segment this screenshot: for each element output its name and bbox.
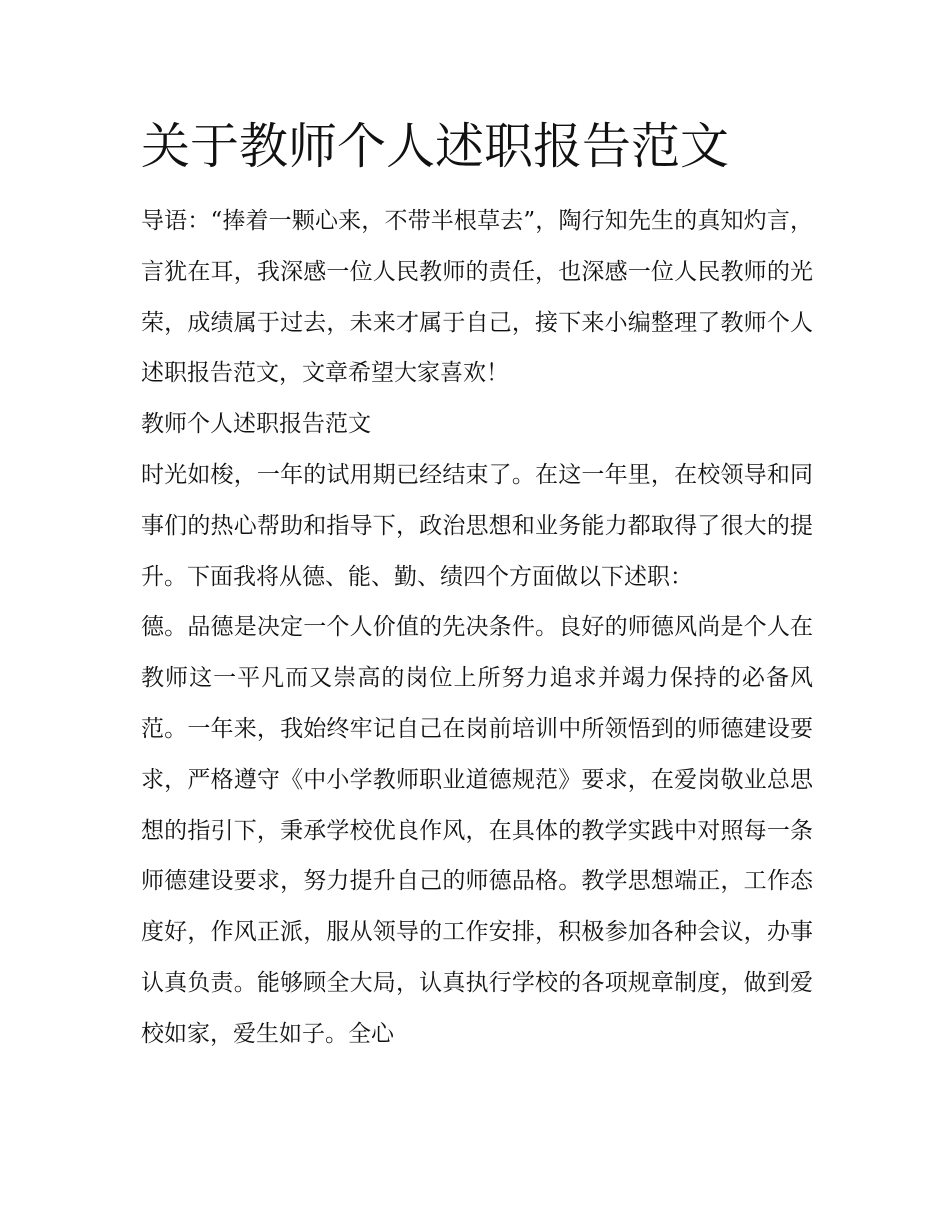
document-page [141, 112, 813, 1060]
paragraph-opening: 时光如梭，一年的试用期已经结束了。在这一年里，在校领导和同事们的热心帮助和指导下，政治思想和业务能力都取得了很大的提升。下面我将从德、能、勤、绩四个方面做以下述职： [141, 461, 813, 590]
paragraph-subtitle: 教师个人述职报告范文 [141, 411, 371, 438]
paragraph-intro: 导语：“捧着一颗心来，不带半根草去”，陶行知先生的真知灼言，言犹在耳，我深感一位人民教师的责任，也深感一位人民教师的光荣，成绩属于过去，未来才属于自己，接下来小编整理了教师个人述职报告范文，文章希望大家喜欢！ [141, 208, 813, 387]
paragraph-virtue: 德。品德是决定一个人价值的先决条件。良好的师德风尚是个人在教师这一平凡而又崇高的岗位上所努力追求并竭力保持的必备风范。一年来，我始终牢记自己在岗前培训中所领悟到的师德建设要求，严格遵守《中小学教师职业道德规范》要求，在爱岗敬业总思想的指引下，秉承学校优良作风，在具体的教学实践中对照每一条师德建设要求，努力提升自己的师德品格。教学思想端正，工作态度好，作风正派，服从领导的工作安排，积极参加各种会议，办事认真负责。能够顾全大局，认真执行学校的各项规章制度，做到爱校如家，爱生如子。全心 [141, 614, 813, 1047]
document-title: 关于教师个人述职报告范文 [141, 118, 730, 175]
